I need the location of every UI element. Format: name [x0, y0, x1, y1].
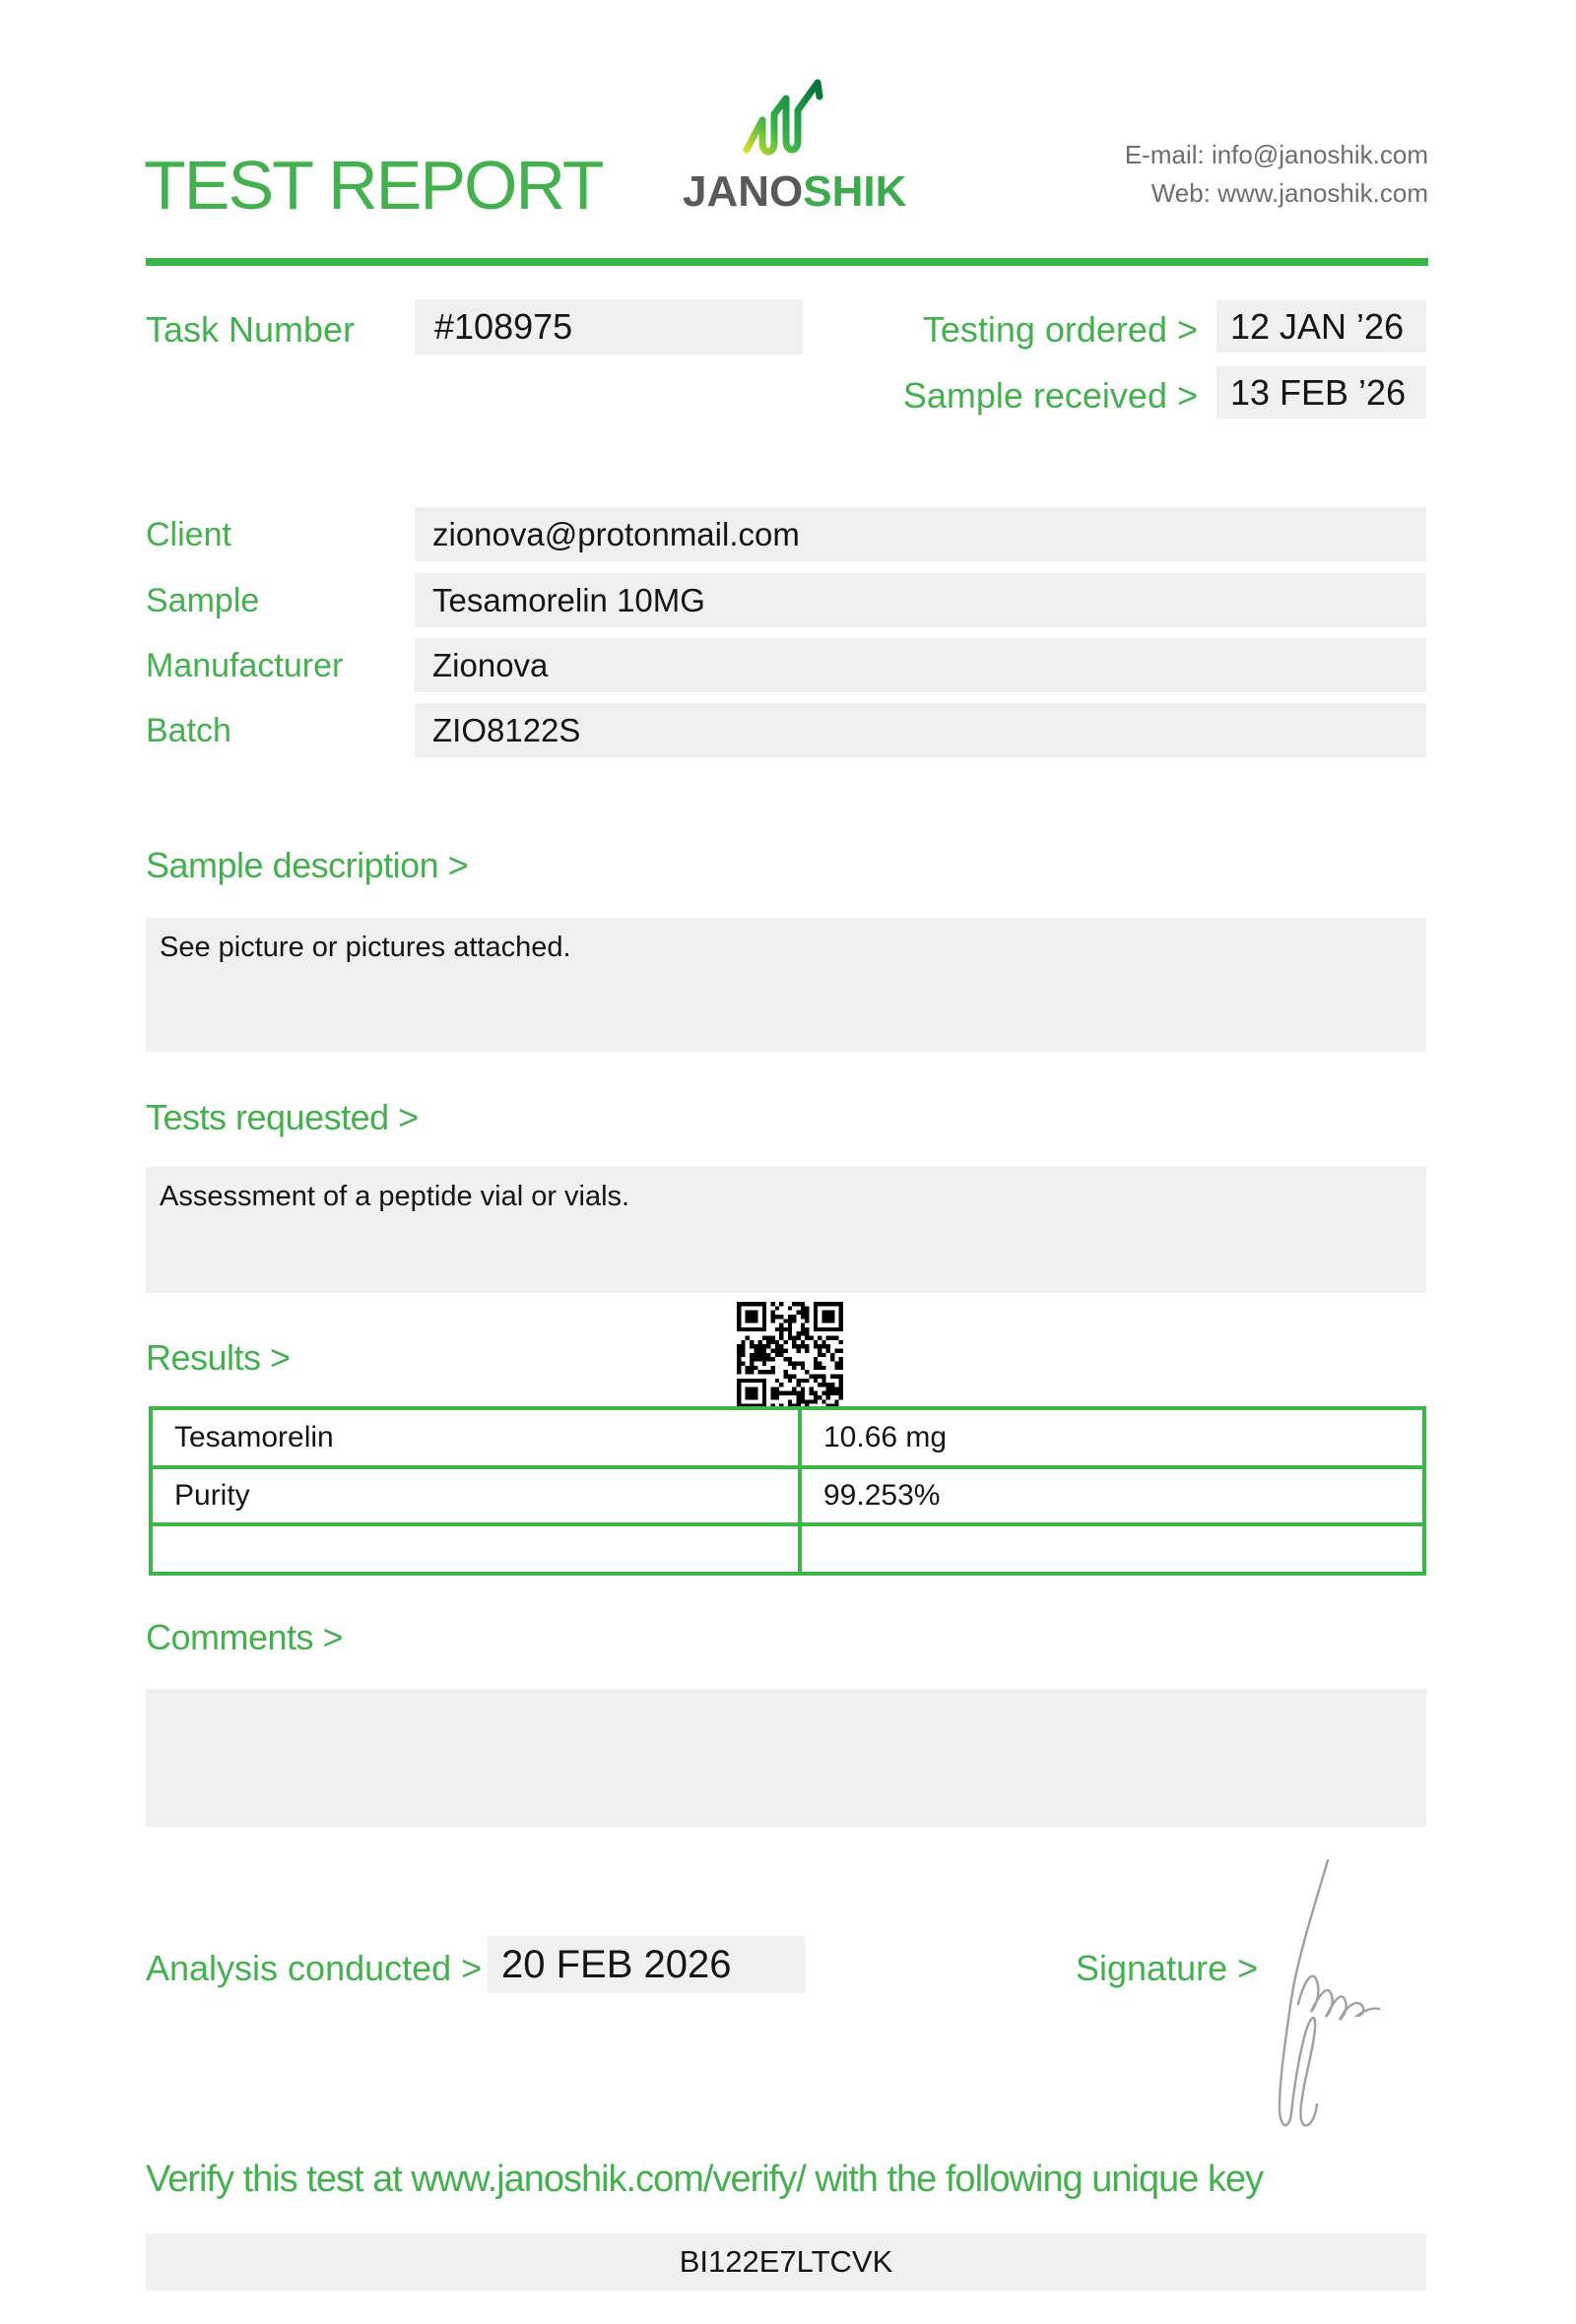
janoshik-logo [683, 75, 907, 217]
contact-web: Web: www.janoshik.com [1150, 178, 1428, 208]
result-name-cell: Tesamorelin [153, 1410, 798, 1465]
signature-label: Signature > [1076, 1948, 1259, 1988]
tests-requested-text: Assessment of a peptide vial or vials. [160, 1181, 630, 1212]
logo-wordmark [683, 167, 907, 217]
client-label: Client [146, 516, 231, 553]
logo-word-accent: SHIK [803, 167, 907, 216]
manufacturer-label: Manufacturer [146, 647, 344, 684]
growth-chart-icon [741, 75, 839, 165]
sample-description-box [146, 918, 1426, 1052]
manufacturer-value: Zionova [415, 638, 1426, 692]
sample-label: Sample [146, 582, 260, 619]
sample-description-text: See picture or pictures attached. [160, 932, 571, 963]
result-value-cell [802, 1526, 1422, 1572]
client-value: zionova@protonmail.com [415, 507, 1426, 561]
signature-image [1269, 1856, 1392, 2137]
batch-label: Batch [146, 712, 231, 749]
sample-value: Tesamorelin 10MG [415, 573, 1426, 627]
result-name-cell [153, 1526, 798, 1572]
logo-word-primary: JANO [683, 167, 804, 216]
header-divider [146, 258, 1428, 266]
result-value-cell: 10.66 mg [802, 1410, 1422, 1465]
sample-received-label: Sample received > [902, 375, 1198, 416]
contact-email: E-mail: info@janoshik.com [1124, 140, 1428, 169]
verify-instruction: Verify this test at www.janoshik.com/verify/ with the following unique key [146, 2159, 1264, 2200]
result-value-cell: 99.253% [802, 1469, 1422, 1522]
result-name-cell: Purity [153, 1469, 798, 1522]
testing-ordered-label: Testing ordered > [922, 309, 1198, 350]
tests-requested-box [146, 1167, 1426, 1293]
verify-key: BI122E7LTCVK [146, 2233, 1426, 2291]
analysis-conducted-label: Analysis conducted > [146, 1948, 483, 1988]
tests-requested-heading: Tests requested > [146, 1097, 419, 1137]
sample-description-heading: Sample description > [146, 845, 469, 885]
comments-heading: Comments > [146, 1617, 344, 1657]
task-number-label: Task Number [146, 309, 356, 350]
results-table [149, 1406, 1426, 1576]
comments-box [146, 1689, 1426, 1827]
task-number-value: #108975 [415, 299, 803, 355]
results-heading: Results > [146, 1337, 291, 1378]
page-title: TEST REPORT [144, 147, 603, 224]
sample-received-value: 13 FEB ’26 [1216, 366, 1426, 419]
testing-ordered-value: 12 JAN ’26 [1216, 300, 1426, 353]
batch-value: ZIO8122S [415, 703, 1426, 757]
qr-code-icon [737, 1302, 843, 1408]
analysis-conducted-value: 20 FEB 2026 [488, 1936, 805, 1993]
contact-block [1125, 136, 1428, 213]
